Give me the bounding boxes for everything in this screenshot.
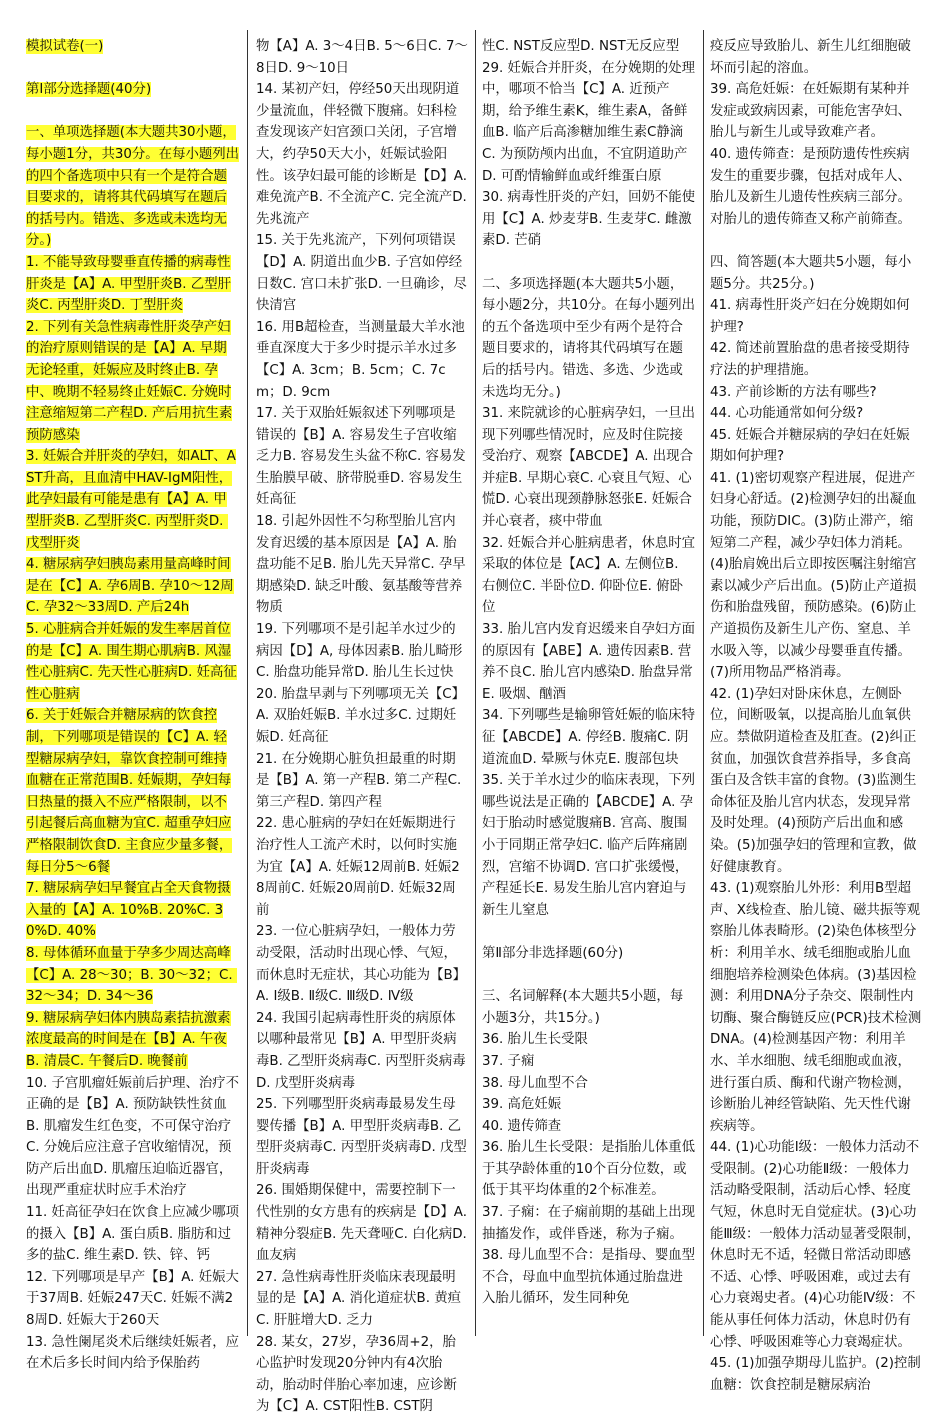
paragraph-text: 38. 母儿血型不合 (482, 1075, 588, 1091)
paragraph (482, 1051, 696, 1073)
paragraph (256, 619, 468, 684)
paragraph (482, 36, 696, 58)
paragraph (256, 921, 468, 1007)
highlighted-text: 第Ⅰ部分选择题(40分) (26, 82, 152, 98)
paragraph-text: 17. 关于双胎妊娠叙述下列哪项是错误的【B】A. 容易发生子宫收缩乏力B. 容易发生头盆不称C. 容易发生胎膜早破、脐带脱垂D. 容易发生妊高征 (256, 406, 466, 508)
highlighted-text: 3. 妊娠合并肝炎的孕妇，如ALT、AST升高，且血清中HAV-IgM阳性，此孕妇最有可能是患有【A】A. 甲型肝炎B. 乙型肝炎C. 丙型肝炎D. 戊型肝炎 (26, 449, 236, 551)
paragraph (710, 144, 922, 230)
paragraph (482, 403, 696, 533)
paragraph (482, 187, 696, 252)
paragraph-text: 14. 某初产妇，停经50天出现阴道少量流血，伴轻微下腹痛。妇科检查发现该产妇宫颈口关闭，子宫增大，约孕50天大小，妊娠试验阳性。该孕妇最可能的诊断是【D】A. 难免流产B. 不全流产C. 完全流产D. 先兆流产 (256, 82, 472, 227)
blank-line (482, 965, 696, 987)
paragraph-text: 15. 关于先兆流产，下列何项错误【D】A. 阴道出血少B. 子宫如停经日数C. 宫口未扩张D. 一旦确诊，尽快清宫 (256, 233, 467, 314)
paragraph (482, 1073, 696, 1095)
highlighted-text: 4. 糖尿病孕妇胰岛素用量高峰时间是在【C】A. 孕6周B. 孕10～12周C. 孕32～33周D. 产后24h (26, 557, 234, 616)
paragraph-text: 20. 胎盘早剥与下列哪项无关【C】A. 双胎妊娠B. 羊水过多C. 过期妊娠D. 妊高征 (256, 686, 465, 745)
paragraph (256, 1332, 468, 1418)
paragraph-text: 21. 在分娩期心脏负担最重的时期是【B】A. 第一产程B. 第二产程C. 第三产程D. 第四产程 (256, 751, 466, 810)
paragraph (26, 943, 240, 1008)
highlighted-text: 2. 下列有关急性病毒性肝炎孕产妇的治疗原则错误的是【A】A. 早期无论轻重，妊娠应及时终止B. 孕中、晚期不轻易终止妊娠C. 分娩时注意缩短第二产程D. 产后用抗生素预防感染 (26, 319, 233, 443)
blank-line (710, 230, 922, 252)
paragraph (256, 317, 468, 403)
paragraph (710, 338, 922, 381)
paragraph (482, 58, 696, 188)
paragraph-text: 31. 来院就诊的心脏病孕妇，一旦出现下列哪些情况时，应及时住院接受治疗、观察【ABCDE】A. 出现合并症B. 早期心衰C. 心衰且气短、心慌D. 心衰出现颈静脉怒张E. 妊娠合并心衰者，痰中带血 (482, 406, 696, 530)
paragraph-text: 43. 产前诊断的方法有哪些? (710, 384, 877, 400)
paragraph-text: 41. (1)密切观察产程进展，促进产妇身心舒适。(2)检测孕妇的出凝血功能，预防DIC。(3)防止滞产，缩短第二产程，减少孕妇体力消耗。(4)胎肩娩出后立即按医嘱注射缩宫素以减少产后出血。(5)防止产道损伤和胎盘残留，预防感染。(6)防止产道损伤及新生儿产伤、窒息、羊水吸入等，以减少母婴垂直传播。(7)所用物品严格消毒。 (710, 470, 917, 681)
paragraph-text: 34. 下列哪些是输卵管妊娠的临床特征【ABCDE】A. 停经B. 腹痛C. 阴道流血D. 晕厥与休克E. 腹部包块 (482, 708, 696, 767)
paragraph-text: 36. 胎儿生长受限：是指胎儿体重低于其孕龄体重的10个百分位数，或低于其平均体重的2个标准差。 (482, 1140, 696, 1199)
blank-line (26, 101, 240, 123)
paragraph (256, 511, 468, 619)
paragraph (256, 230, 468, 316)
paragraph-text: 疫反应导致胎儿、新生儿红细胞破坏而引起的溶血。 (710, 39, 911, 76)
paragraph (710, 878, 922, 1137)
highlighted-text: 6. 关于妊娠合并糖尿病的饮食控制，下列哪项是错误的【C】A. 轻型糖尿病孕妇，靠饮食控制可维持血糖在正常范围B. 妊娠期，孕妇每日热量的摄入不应严格限制，以不引起餐后高血糖为宜C. 超重孕妇应严格限制饮食D. 主食应少量多餐，每日分5～6餐 (26, 708, 233, 875)
paragraph-text: 44. 心功能通常如何分级? (710, 406, 864, 422)
highlighted-text: 7. 糖尿病孕妇早餐宜占全天食物摄入量的【A】A. 10%B. 20%C. 30%D. 40% (26, 881, 231, 940)
paragraph-text: 13. 急性阑尾炎术后继续妊娠者，应在术后多长时间内给予保胎药 (26, 1334, 240, 1372)
paragraph (482, 1137, 696, 1202)
paragraph (710, 403, 922, 425)
paragraph-text: 35. 关于羊水过少的临床表现，下列哪些说法是正确的【ABCDE】A. 孕妇于胎动时感觉腹痛B. 宫高、腹围小于同期正常孕妇C. 临产后阵痛剧烈，宫缩不协调D. 宫口扩张缓慢，产程延长E. 易发生胎儿宫内窘迫与新生儿窒息 (482, 773, 696, 918)
paragraph (482, 533, 696, 619)
paragraph (482, 1202, 696, 1245)
paragraph (482, 1116, 696, 1138)
paragraph (26, 1008, 240, 1073)
paragraph (482, 705, 696, 770)
paragraph (710, 1137, 922, 1353)
paragraph-text: 第Ⅱ部分非选择题(60分) (482, 945, 624, 961)
highlighted-text: 一、单项选择题(本大题共30小题，每小题1分，共30分。在每小题列出的四个备选项中只有一个是符合题目要求的，请将其代码填写在题后的括号内。错选、多选或未选均无分。) (26, 125, 240, 249)
paragraph-text: 25. 下列哪型肝炎病毒最易发生母婴传播【B】A. 甲型肝炎病毒B. 乙型肝炎病毒C. 丙型肝炎病毒D. 戊型肝炎病毒 (256, 1097, 467, 1177)
paragraph (26, 446, 240, 554)
paragraph (26, 1332, 240, 1375)
paragraph (256, 1094, 468, 1180)
text-column-3 (482, 36, 696, 1336)
highlighted-text: 1. 不能导致母婴垂直传播的病毒性肝炎是【A】A. 甲型肝炎B. 乙型肝炎C. 丙型肝炎D. 丁型肝炎 (26, 254, 231, 314)
paragraph-text: 29. 妊娠合并肝炎，在分娩期的处理中，哪项不恰当【C】A. 近预产期，给予维生素K，维生素A，备鲜血B. 临产后高渗糖加维生素C静滴C. 为预防颅内出血，不宜阴道助产D. 可酌情输鲜血或纤维蛋白原 (482, 60, 696, 184)
paragraph (256, 36, 468, 79)
paragraph-text: 37. 子痫 (482, 1053, 535, 1069)
paragraph-text: 物【A】A. 3～4日B. 5～6日C. 7～8日D. 9～10日 (256, 39, 468, 76)
paragraph (482, 770, 696, 921)
paragraph (710, 252, 922, 295)
paragraph-text: 性C. NST反应型D. NST无反应型 (482, 39, 680, 54)
paragraph-text: 18. 引起外因性不匀称型胎儿宫内发育迟缓的基本原因是【A】A. 胎盘功能不足B. 胎儿先天异常C. 孕早期感染D. 缺乏叶酸、氨基酸等营养物质 (256, 514, 466, 616)
paragraph-text: 43. (1)观察胎儿外形：利用B型超声、X线检查、胎儿镜、磁共振等观察胎儿体表畸形。(2)染色体核型分析：利用羊水、绒毛细胞或胎儿血细胞培养检测染色体病。(3)基因检测：利用DNA分子杂交、限制性内切酶、聚合酶链反应(PCR)技术检测DNA。(4)检测基因产物：利用羊水、羊水细胞、绒毛细胞或血液，进行蛋白质、酶和代谢产物检测，诊断胎儿神经管缺陷、先天性代谢疾病等。 (710, 881, 922, 1134)
paragraph (710, 684, 922, 878)
blank-line (26, 58, 240, 80)
paragraph-text: 32. 妊娠合并心脏病患者，休息时宜采取的体位是【AC】A. 左侧位B. 右侧位C. 半卧位D. 仰卧位E. 俯卧位 (482, 535, 696, 616)
paragraph (256, 749, 468, 814)
paragraph (710, 1353, 922, 1396)
paragraph-text: 19. 下列哪项不是引起羊水过少的病因【D】A, 母体因素B. 胎儿畸形C. 胎盘功能异常D. 胎儿生长过快 (256, 622, 463, 681)
paragraph (256, 813, 468, 921)
paragraph (710, 79, 922, 144)
paragraph (710, 295, 922, 338)
paragraph-text: 36. 胎儿生长受限 (482, 1032, 588, 1048)
highlighted-text: 5. 心脏病合并妊娠的发生率居首位的是【C】A. 围生期心肌病B. 风湿性心脏病C. 先天性心脏病D. 妊高征性心脏病 (26, 622, 237, 702)
paragraph-text: 27. 急性病毒性肝炎临床表现最明显的是【A】A. 消化道症状B. 黄疸C. 肝脏增大D. 乏力 (256, 1269, 461, 1329)
paragraph-text: 42. 简述前置胎盘的患者接受期待疗法的护理措施。 (710, 341, 910, 378)
paragraph-text: 22. 患心脏病的孕妇在妊娠期进行治疗性人工流产术时，以何时实施为宜【A】A. 妊娠12周前B. 妊娠28周前C. 妊娠20周前D. 妊娠32周前 (256, 816, 460, 918)
paragraph-text: 30. 病毒性肝炎的产妇，回奶不能使用【C】A. 炒麦芽B. 生麦芽C. 雌激素D. 芒硝 (482, 190, 696, 249)
paragraph (26, 1073, 240, 1203)
paragraph-text: 42. (1)孕妇对卧床休息，左侧卧位，间断吸氧，以提高胎儿血氧供应。禁做阴道检查及肛查。(2)纠正贫血，加强饮食营养指导，多食高蛋白及含铁丰富的食物。(3)监测生命体征及胎儿宫内状态，发现异常及时处理。(4)预防产后出血和感染。(5)加强孕妇的管理和宣教，做好健康教育。 (710, 686, 917, 875)
paragraph (26, 705, 240, 878)
paragraph (482, 1094, 696, 1116)
paragraph (482, 619, 696, 705)
paragraph (482, 986, 696, 1029)
paragraph-text: 33. 胎儿宫内发育迟缓来自孕妇方面的原因有【ABE】A. 遗传因素B. 营养不良C. 胎儿宫内感染D. 胎盘异常E. 吸烟、酗酒 (482, 622, 696, 702)
paragraph-text: 24. 我国引起病毒性肝炎的病原体以哪种最常见【B】A. 甲型肝炎病毒B. 乙型肝炎病毒C. 丙型肝炎病毒D. 戊型肝炎病毒 (256, 1010, 466, 1091)
highlighted-text: 模拟试卷(一) (26, 39, 104, 54)
paragraph-text: 23. 一位心脏病孕妇，一般体力劳动受限，活动时出现心悸、气短，而休息时无症状，其心功能为【B】A. Ⅰ级B. Ⅱ级C. Ⅲ级D. Ⅳ级 (256, 924, 467, 1005)
column-divider (703, 30, 704, 1336)
paragraph-text: 28. 某女，27岁，孕36周+2，胎心监护时发现20分钟内有4次胎动，胎动时伴胎心率加速，应诊断为【C】A. CST阳性B. CST阴 (256, 1334, 457, 1415)
paragraph-text: 11. 妊高征孕妇在饮食上应减少哪项的摄入【B】A. 蛋白质B. 脂肪和过多的盐C. 维生素D. 铁、锌、钙 (26, 1205, 240, 1264)
blank-line (482, 921, 696, 943)
paragraph (482, 1029, 696, 1051)
paragraph-text: 二、多项选择题(本大题共5小题，每小题2分，共10分。在每小题列出的五个备选项中至少有两个是符合题目要求的，请将其代码填写在题后的括号内。错选、多选、少选或未选均无分。) (482, 276, 696, 400)
paragraph-text: 四、简答题(本大题共5小题，每小题5分。共25分。) (710, 254, 912, 292)
paragraph (710, 36, 922, 79)
paragraph (482, 943, 696, 965)
paragraph (256, 403, 468, 511)
paragraph-text: 39. 高危妊娠 (482, 1097, 562, 1113)
paragraph-text: 40. 遗传筛查 (482, 1118, 562, 1134)
highlighted-text: 9. 糖尿病孕妇体内胰岛素拮抗激素浓度最高的时间是在【B】A. 午夜B. 清晨C. 午餐后D. 晚餐前 (26, 1010, 231, 1069)
column-divider (475, 30, 476, 1336)
paragraph-text: 37. 子痫：在子痫前期的基础上出现抽搐发作，或伴昏迷，称为子痫。 (482, 1205, 696, 1242)
column-divider (247, 30, 248, 1336)
paragraph (710, 425, 922, 468)
paragraph (256, 684, 468, 749)
paragraph-text: 26. 围婚期保健中，需要控制下一代性别的女方患有的疾病是【D】A. 精神分裂症B. 先天聋哑C. 白化病D. 血友病 (256, 1183, 472, 1264)
paragraph-text: 12. 下列哪项是早产【B】A. 妊娠大于37周B. 妊娠247天C. 妊娠不满28周D. 妊娠大于260天 (26, 1269, 239, 1329)
paragraph-text: 40. 遗传筛查：是预防遗传性疾病发生的重要步骤，包括对成年人、胎儿及新生儿遗传性疾病三部分。对胎儿的遗传筛查又称产前筛查。 (710, 146, 911, 227)
paragraph-text: 45. 妊娠合并糖尿病的孕妇在妊娠期如何护理? (710, 427, 910, 465)
paragraph-text: 41. 病毒性肝炎产妇在分娩期如何护理? (710, 298, 910, 335)
paragraph-text: 38. 母儿血型不合：是指母、婴血型不合，母血中血型抗体通过胎盘进入胎儿循环，发生同种免 (482, 1248, 696, 1307)
paragraph-text: 16. 用B超检查，当测量最大羊水池垂直深度大于多少时提示羊水过多【C】A. 3cm；B. 5cm；C. 7cm；D. 9cm (256, 319, 465, 400)
paragraph (710, 382, 922, 404)
text-column-1 (26, 36, 240, 1372)
paragraph (256, 79, 472, 230)
text-column-4 (710, 36, 922, 1393)
paragraph (26, 317, 240, 447)
paragraph (26, 122, 240, 252)
paragraph (26, 1267, 240, 1332)
paragraph (26, 36, 240, 58)
paragraph-text: 39. 高危妊娠：在妊娠期有某种并发症或致病因素，可能危害孕妇、胎儿与新生儿或导致难产者。 (710, 82, 911, 141)
paragraph (482, 1245, 696, 1310)
paragraph (256, 1180, 472, 1266)
paragraph (26, 79, 240, 101)
paragraph (26, 554, 240, 619)
paragraph-text: 10. 子宫肌瘤妊娠前后护理、治疗不正确的是【B】A. 预防缺铁性贫血B. 肌瘤发生红色变，不可保守治疗C. 分娩后应注意子宫收缩情况，预防产后出血D. 肌瘤压迫临近器官，出现严重症状时应手术治疗 (26, 1075, 240, 1199)
paragraph-text: 45. (1)加强孕期母儿监护。(2)控制血糖：饮食控制是糖尿病治 (710, 1356, 921, 1393)
paragraph-text: 三、名词解释(本大题共5小题，每小题3分，共15分。) (482, 989, 684, 1026)
paragraph (710, 468, 922, 684)
paragraph (26, 619, 240, 705)
text-column-2 (256, 36, 472, 1415)
blank-line (482, 252, 696, 274)
paragraph (482, 274, 696, 404)
paragraph-text: 44. (1)心功能Ⅰ级：一般体力活动不受限制。(2)心功能Ⅱ级：一般体力活动略受限制，活动后心悸、轻度气短，休息时无自觉症状。(3)心功能Ⅲ级：一般体力活动显著受限制，休息时无不适，轻微日常活动即感不适、心悸、呼吸困难，或过去有心力衰竭史者。(4)心功能Ⅳ级：不能从事任何体力活动，休息时仍有心悸、呼吸困难等心力衰竭症状。 (710, 1140, 921, 1350)
highlighted-text: 8. 母体循环血量于孕多少周达高峰【C】A. 28～30；B. 30～32；C. 32～34；D. 34～36 (26, 945, 237, 1005)
paragraph (26, 252, 240, 317)
paragraph (256, 1008, 468, 1094)
paragraph (26, 1202, 240, 1267)
paragraph (26, 878, 240, 943)
paragraph (256, 1267, 468, 1332)
